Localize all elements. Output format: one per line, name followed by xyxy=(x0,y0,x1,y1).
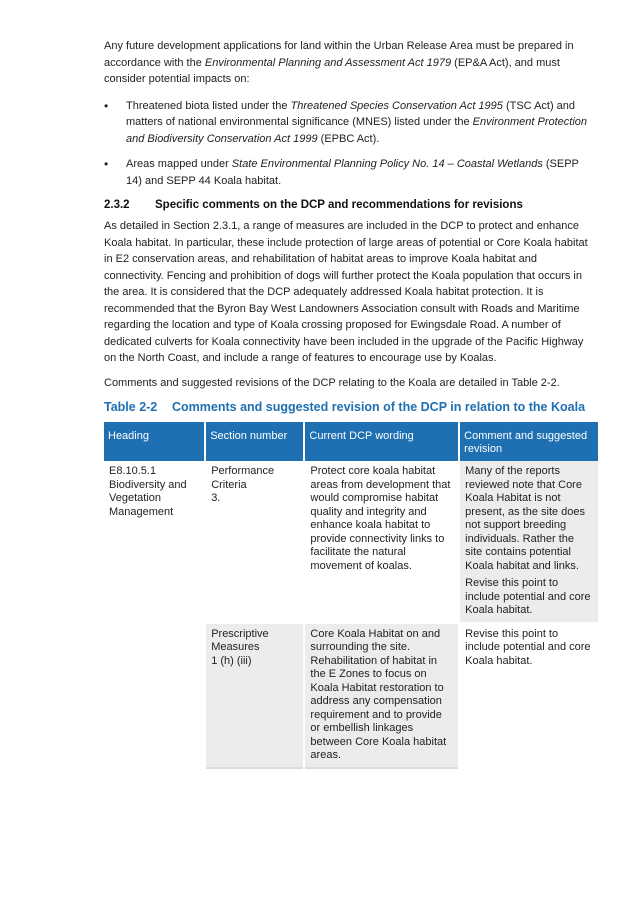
section-title: Specific comments on the DCP and recommendations for revisions xyxy=(155,199,523,211)
section-heading xyxy=(104,199,594,211)
intro-paragraph xyxy=(104,38,594,88)
table-caption-text: Comments and suggested revision of the DCP in relation to the Koala xyxy=(172,400,586,414)
table-caption xyxy=(104,399,594,415)
bullet-text: (EPBC Act). xyxy=(317,132,380,145)
section-line: 3. xyxy=(211,492,221,504)
intro-text-end: (EP&A Act), and must consider potential impacts on: xyxy=(104,56,560,85)
bullet-policy-title: State Environmental Planning Policy No. 14 – Coastal Wetlands xyxy=(231,158,543,170)
heading-code: E8.10.5.1 xyxy=(109,465,157,477)
wording-text: Protect core koala habitat areas from development that would compromise habitat quality and integrity and enhance koala habitat to provide connectivity links to facilitate the natural movement of koalas. xyxy=(310,465,451,572)
comment-cell xyxy=(460,624,598,769)
header-current-wording: Current DCP wording xyxy=(305,422,458,461)
impact-bullet-list xyxy=(104,98,594,190)
section-number-cell xyxy=(206,461,303,624)
header-comment: Comment and suggested revision xyxy=(460,422,598,461)
comment-text: Revise this point to include potential and core Koala habitat. xyxy=(465,577,591,616)
table-header-row xyxy=(104,422,598,461)
section-number: 2.3.2 xyxy=(104,199,130,211)
section-line: 1 (h) (iii) xyxy=(211,654,252,667)
section-line: Prescriptive xyxy=(211,627,269,640)
page-content xyxy=(104,38,594,769)
header-section-number: Section number xyxy=(206,422,303,461)
bullet-text: Threatened biota listed under the xyxy=(126,99,291,112)
wording-cell xyxy=(305,624,458,769)
bullet-text: (SEPP 14) and SEPP 44 Koala habitat. xyxy=(126,158,579,187)
intro-act-title: Environmental Planning and Assessment Act 1979 xyxy=(204,56,452,69)
table-number: Table 2-2 xyxy=(104,400,158,414)
section-line: Performance xyxy=(211,465,275,477)
intro-text: Any future development applications for land within the Urban Release Area must be prepared in accordance with the xyxy=(104,40,574,69)
koala-dcp-table xyxy=(102,422,600,769)
bullet-act-title: Threatened Species Conservation Act 1995 xyxy=(290,99,503,112)
section-number-cell xyxy=(206,624,303,769)
body-paragraph: As detailed in Section 2.3.1, a range of measures are included in the DCP to protect and enhance Koala habitat. In particular, these include protection of large areas of potential or Core Koala habitat in E2 conservation areas, and rehabilitation of habitat areas to improve Koala habitat and connectivity. Fencing and prohibition of dogs will further protect the Koala population that occurs in the area. It is considered that the DCP adequately addressed Koala habitat protection. It is recommended that the Byron Bay West Landowners Association consult with Roads and Maritime regarding the location and type of Koala crossing proposed for Ewingsdale Road. A number of dedicated culverts for Koala connectivity have been included in the upgrade of the Pacific Highway on the North Coast, and include a range of features to encourage use by Koalas. xyxy=(104,220,588,364)
bullet-act-title: Environment Protection and Biodiversity Conservation Act 1999 xyxy=(126,116,588,145)
section-line: Criteria xyxy=(211,478,247,491)
table-row xyxy=(104,461,598,624)
bullet-text: Areas mapped under xyxy=(126,158,232,170)
comment-cell xyxy=(460,461,598,624)
wording-text: Core Koala Habitat on and surrounding the site. xyxy=(310,627,441,653)
heading-name: Biodiversity and Vegetation Management xyxy=(109,478,187,518)
wording-text: Rehabilitation of habitat in the E Zones to focus on Koala Habitat restoration to address any compensation requirement and to provide or embellish linkages between Core Koala habitat areas. xyxy=(310,654,447,761)
bullet-item-threatened-biota xyxy=(104,98,594,148)
comment-text: Revise this point to include potential and core Koala habitat. xyxy=(465,627,591,667)
header-heading: Heading xyxy=(104,422,204,461)
comments-paragraph: Comments and suggested revisions of the DCP relating to the Koala are detailed in Table 2-2. xyxy=(104,376,560,389)
wording-cell xyxy=(305,461,458,624)
bullet-item-sepp-areas xyxy=(104,156,594,189)
section-line: Measures xyxy=(211,641,260,653)
bullet-text: (TSC Act) and matters of national environmental significance (MNES) listed under the xyxy=(126,99,576,128)
heading-cell xyxy=(104,461,204,769)
comment-text: Many of the reports reviewed note that Core Koala Habitat is not present, as the site does not support breeding individuals. Rather the site contains potential Koala habitat and links. xyxy=(465,465,586,572)
